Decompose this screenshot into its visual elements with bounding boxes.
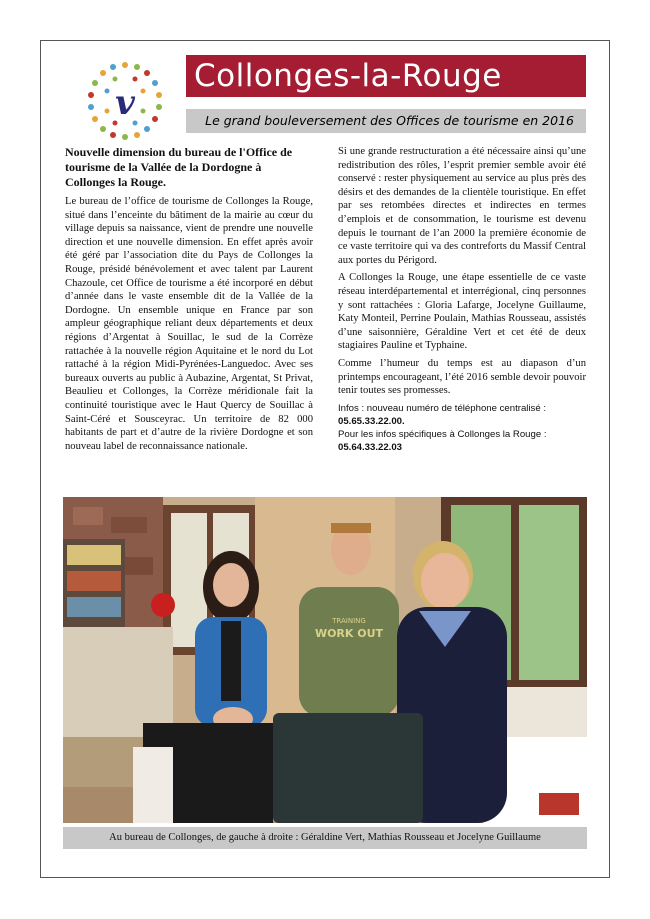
tourism-logo: [75, 51, 175, 151]
shirt-text-1: TRAINING: [332, 617, 366, 625]
info-line-1: [338, 402, 586, 428]
right-article-column: [338, 145, 586, 454]
article-headline: Nouvelle dimension du bureau de l'Office de tourisme de la Vallée de la Dordogne à Collonges la Rouge.: [65, 145, 293, 189]
info-line-2: [338, 428, 586, 454]
article-paragraph-3: Comme l’humeur du temps est au diapason d’un printemps encourageant, l’été 2016 semble devoir pouvoir tenir toutes ses promesses.: [338, 357, 586, 397]
article-paragraph-1: Si une grande restructuration a été nécessaire ainsi qu’une redistribution des rôles, l’esprit premier semble avoir été conservé : rester physiquement au service au plus près des désirs et des demandes de la clientèle touristique. En effet par ses retombées directes et indirectes en termes d’emplois et de consommation, le tourisme est devenu depuis le tournant de l’an 2000 la première économie de ce vaste territoire qui va des contreforts du Massif Central aux portes du Périgord.: [338, 146, 586, 266]
photo-illustration: [63, 497, 587, 823]
info-local-phone: 05.64.33.22.03: [338, 441, 403, 453]
page-title: Collonges-la-Rouge: [186, 55, 586, 97]
document-page: [40, 40, 610, 878]
photo-caption: Au bureau de Collonges, de gauche à droite : Géraldine Vert, Mathias Rousseau et Jocelyne Guillaume: [63, 827, 587, 849]
office-staff-photo: [63, 497, 587, 823]
info-central-phone: 05.65.33.22.00.: [338, 415, 405, 427]
dotted-circle-logo-icon: [75, 51, 175, 151]
article-body-left: Le bureau de l’office de tourisme de Collonges la Rouge, situé dans l’enceinte du bâtiment de la mairie au cœur du village depuis sa naissance, vient de prendre une nouvelle direction et une nouvelle dimension. En effet après avoir été géré par l’association dite du Pays de Collonges la Rouge, présidé bénévolement et avec talent par Laurent Chazoule, cet Office de tourisme a été incorporé en début d’année dans le vaste ensemble dit de la Vallée de la Dordogne. Un ensemble unique en France par son ampleur géographique reliant deux départements et deux régions d’Argentat à Souillac, le sud de la Corrèze rattachée à la nouvelle région Aquitaine et le nord du Lot rattaché à la région Midi-Pyrénées-Languedoc. Avec ses bureaux ouverts au public à Aubazine, Argentat, St Privat, Beaulieu et Collonges, la Corrèze méridionale fait la continuité touristique avec le Haut Quercy de Souillac à Saint-Céré et Sousceyrac. Un territoire de 82 000 habitants de part et d’autre de la rivière Dordogne et son nouveau label de reconnaissance nationale.: [65, 196, 313, 452]
shirt-text-2: WORK OUT: [314, 627, 384, 640]
article-paragraph-2: A Collonges la Rouge, une étape essentielle de ce vaste réseau interdépartemental et interrégional, cinq personnes y sont rattachées : Gloria Lafarge, Jocelyne Guillaume, Katy Monteil, Perrine Poulain, Mathias Rousseau, assistés d’une saisonnière, Géraldine Vert et cet été de deux stagiaires Pauline et Typhaine.: [338, 272, 586, 352]
logo-letter: v: [115, 83, 135, 123]
left-article-column: [65, 145, 313, 457]
info-local-label: Pour les infos spécifiques à Collonges la Rouge :: [338, 428, 547, 440]
page-subtitle: Le grand bouleversement des Offices de tourisme en 2016: [186, 109, 586, 133]
info-central-label: Infos : nouveau numéro de téléphone centralisé :: [338, 402, 547, 414]
